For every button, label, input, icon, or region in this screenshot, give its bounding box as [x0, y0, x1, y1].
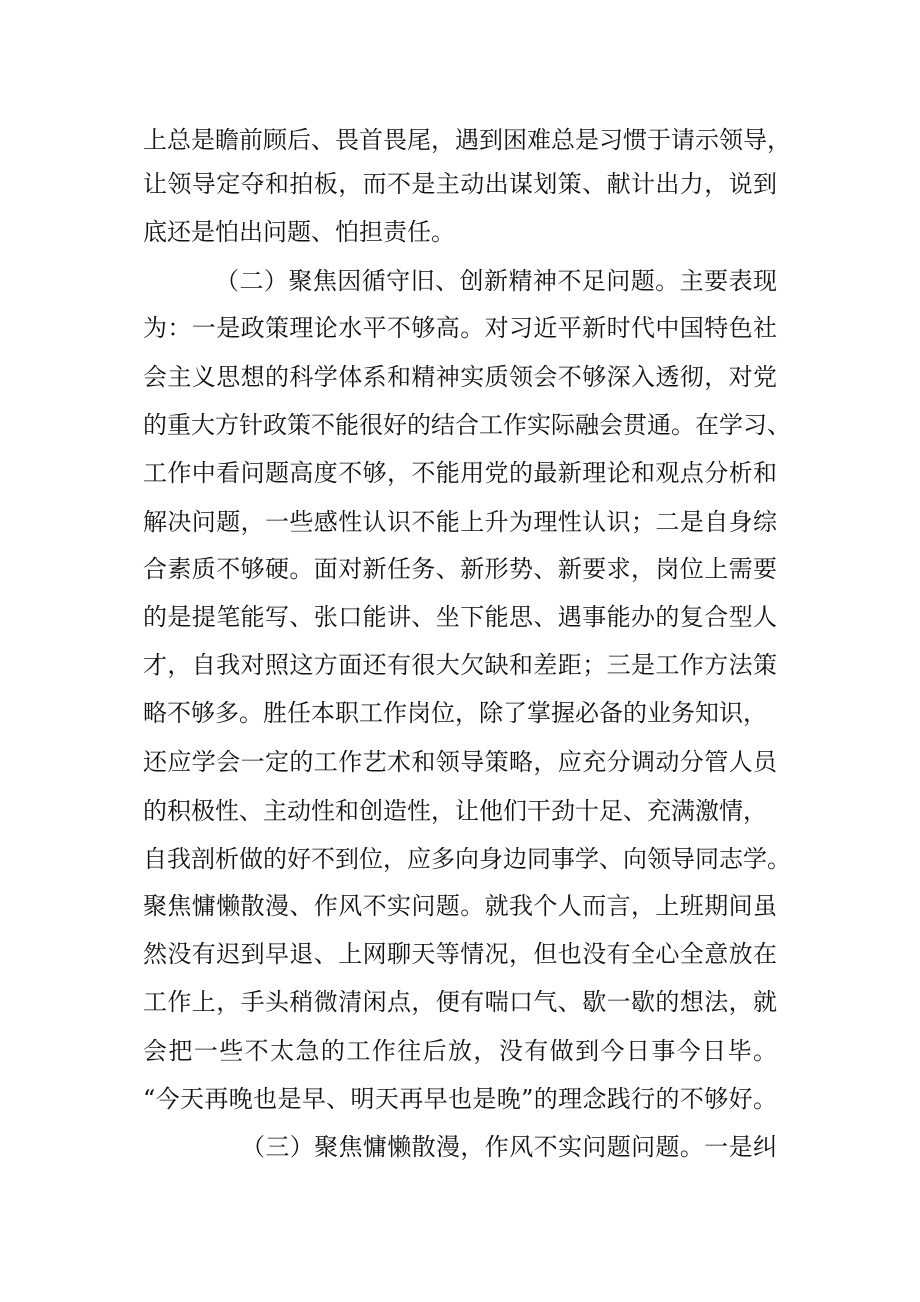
text-line: 略不够多。胜任本职工作岗位，除了掌握必备的业务知识，: [143, 699, 767, 727]
text-line: 会主义思想的科学体系和精神实质领会不够深入透彻，对党: [143, 363, 777, 391]
text-line: 合素质不够硬。面对新任务、新形势、新要求，岗位上需要: [143, 555, 777, 583]
text-line: 自我剖析做的好不到位，应多向身边同事学、向领导同志学。: [143, 845, 791, 873]
text-line: 会把一些不太急的工作往后放，没有做到今日事今日毕。: [143, 1037, 777, 1065]
text-line: 聚焦慵懒散漫、作风不实问题。就我个人而言，上班期间虽: [143, 892, 777, 920]
text-line: 解决问题，一些感性认识不能上升为理性认识；二是自身综: [143, 508, 777, 536]
text-line: 底还是怕出问题、怕担责任。: [143, 218, 455, 246]
text-line: （三）聚焦慵懒散漫，作风不实问题问题。一是纠: [241, 1133, 777, 1161]
text-line: 让领导定夺和拍板，而不是主动出谋划策、献计出力，说到: [143, 170, 777, 198]
text-line: 的重大方针政策不能很好的结合工作实际融会贯通。在学习、: [143, 411, 791, 439]
text-line: 然没有迟到早退、上网聊天等情况，但也没有全心全意放在: [143, 940, 777, 968]
text-line: 为：一是政策理论水平不够高。对习近平新时代中国特色社: [143, 314, 777, 342]
text-line: 才，自我对照这方面还有很大欠缺和差距；三是工作方法策: [143, 651, 777, 679]
text-line: 工作中看问题高度不够，不能用党的最新理论和观点分析和: [143, 459, 777, 487]
text-line: “今天再晚也是早、明天再早也是晚”的理念践行的不够好。: [143, 1085, 777, 1113]
text-line: （二）聚焦因循守旧、创新精神不足问题。主要表现: [215, 267, 777, 295]
text-line: 的积极性、主动性和创造性，让他们干劲十足、充满激情，: [143, 797, 767, 825]
text-line: 的是提笔能写、张口能讲、坐下能思、遇事能办的复合型人: [143, 603, 777, 631]
text-line: 工作上，手头稍微清闲点，便有喘口气、歇一歇的想法，就: [143, 988, 777, 1016]
text-line: 上总是瞻前顾后、畏首畏尾，遇到困难总是习惯于请示领导，: [143, 126, 791, 154]
text-line: 还应学会一定的工作艺术和领导策略，应充分调动分管人员: [143, 748, 777, 776]
